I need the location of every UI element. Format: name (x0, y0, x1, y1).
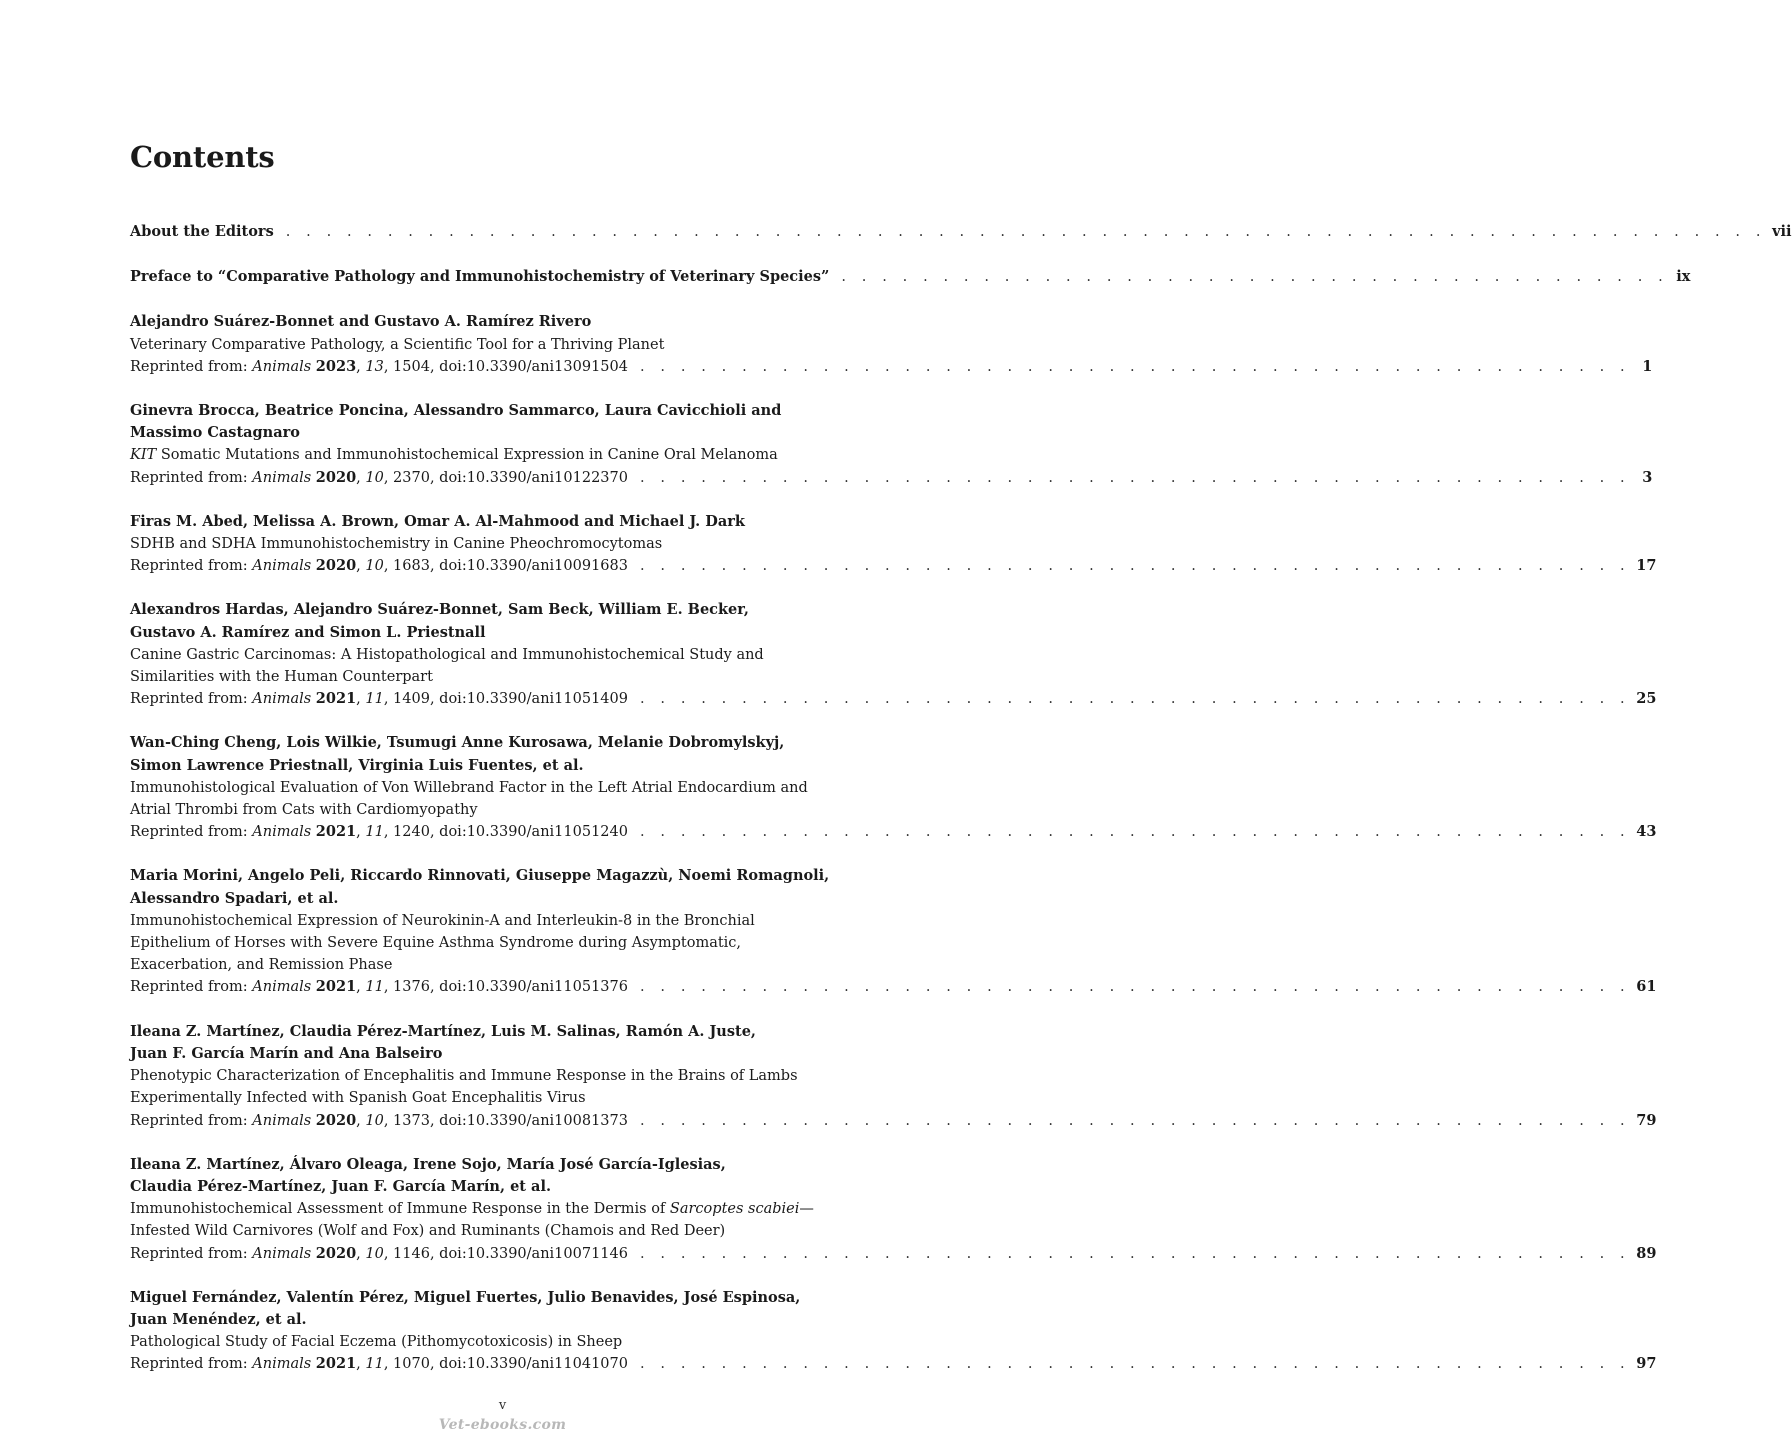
article-authors: Alejandro Suárez-Bonnet and Gustavo A. Ramírez Rivero (130, 313, 592, 331)
reprint-line (130, 976, 1657, 998)
article-authors: Claudia Pérez-Martínez, Juan F. García Marín, et al. (130, 1177, 551, 1195)
reprint-prefix: Reprinted from: (130, 979, 248, 996)
reprint-citation: Reprinted from: Animals 2021, 11, 1070, doi:10.3390/ani11041070 (130, 1355, 628, 1373)
article-title: Pathological Study of Facial Eczema (Pithomycotoxicosis) in Sheep (130, 1334, 623, 1351)
leader-dots: . . . . . . . . . . . . . . . . . . . . . . . . . . . . . . . . . . . . . . . . . . . . . . . . . (639, 1356, 1631, 1373)
toc-entry-page: ix (1676, 268, 1691, 286)
reprint-line (130, 1110, 1657, 1132)
reprint-line (130, 467, 1653, 489)
toc-entry-front-matter[interactable] (130, 221, 1792, 243)
table-of-contents (130, 221, 1792, 1398)
article-title: Infested Wild Carnivores (Wolf and Fox) and Ruminants (Chamois and Red Deer) (130, 1223, 726, 1240)
reprint-doi: , 1683, doi:10.3390/ani10091683 (383, 558, 628, 575)
reprint-prefix: Reprinted from: (130, 1245, 248, 1262)
page-number: v (498, 1398, 507, 1413)
reprint-doi: , 2370, doi:10.3390/ani10122370 (383, 469, 628, 486)
article-title: Similarities with the Human Counterpart (130, 669, 433, 686)
toc-entry-article[interactable] (130, 511, 1657, 578)
contents-page (130, 140, 1792, 1373)
reprint-volume: 11 (365, 1356, 384, 1373)
reprint-volume: 10 (365, 469, 384, 486)
article-title (130, 444, 876, 466)
article-title: SDHB and SDHA Immunohistochemistry in Canine Pheochromocytomas (130, 536, 663, 553)
article-title: Immunohistochemical Expression of Neurokinin-A and Interleukin-8 in the Bronchial (130, 912, 755, 929)
article-authors: Miguel Fernández, Valentín Pérez, Miguel Fuertes, Julio Benavides, José Espinosa, (130, 1288, 801, 1306)
watermark-logo: Vet-ebooks.com (438, 1417, 567, 1433)
toc-entry-page: vii (1772, 223, 1792, 240)
reprint-prefix: Reprinted from: (130, 358, 248, 375)
reprint-line (130, 821, 1657, 843)
article-authors: Simon Lawrence Priestnall, Virginia Luis Fuentes, et al. (130, 756, 584, 774)
reprint-volume: 11 (365, 691, 384, 708)
reprint-line (130, 688, 1657, 710)
reprint-year: 2023 (315, 357, 357, 375)
article-title: Atrial Thrombi from Cats with Cardiomyopathy (130, 802, 478, 819)
reprint-doi: , 1146, doi:10.3390/ani10071146 (383, 1245, 628, 1262)
reprint-volume: 13 (365, 358, 384, 375)
reprint-year: 2020 (315, 1244, 357, 1262)
toc-entry-label: About the Editors (130, 223, 274, 240)
reprint-volume: 10 (365, 1245, 384, 1262)
reprint-line (130, 1243, 1657, 1265)
article-title-gene: KIT (130, 447, 157, 464)
reprint-volume: 10 (365, 558, 384, 575)
reprint-prefix: Reprinted from: (130, 691, 248, 708)
reprint-volume: 10 (365, 1112, 384, 1129)
reprint-doi: , 1070, doi:10.3390/ani11041070 (383, 1356, 628, 1373)
reprint-doi: , 1504, doi:10.3390/ani13091504 (383, 358, 628, 375)
reprint-journal: Animals (252, 979, 312, 996)
toc-entry-article[interactable] (130, 732, 1657, 843)
article-title: Experimentally Infected with Spanish Goat Encephalitis Virus (130, 1090, 586, 1107)
reprint-prefix: Reprinted from: (130, 558, 248, 575)
article-authors: Massimo Castagnaro (130, 424, 300, 442)
reprint-doi: , 1240, doi:10.3390/ani11051240 (383, 824, 628, 841)
toc-entry-page: 79 (1636, 1111, 1657, 1129)
reprint-doi: , 1373, doi:10.3390/ani10081373 (383, 1112, 628, 1129)
reprint-line (130, 1353, 1657, 1375)
toc-entry-page: 43 (1636, 823, 1657, 841)
reprint-journal: Animals (252, 358, 312, 375)
reprint-journal: Animals (252, 469, 312, 486)
reprint-citation: Reprinted from: Animals 2023, 13, 1504, doi:10.3390/ani13091504 (130, 357, 628, 375)
reprint-citation: Reprinted from: Animals 2021, 11, 1409, doi:10.3390/ani11051409 (130, 690, 628, 708)
reprint-prefix: Reprinted from: (130, 824, 248, 841)
toc-entry-label: Preface to “Comparative Pathology and Immunohistochemistry of Veterinary Species” (130, 268, 830, 286)
reprint-prefix: Reprinted from: (130, 1112, 248, 1129)
article-title: Phenotypic Characterization of Encephalitis and Immune Response in the Brains of Lambs (130, 1068, 798, 1085)
toc-entry-article[interactable] (130, 1154, 1657, 1265)
reprint-journal: Animals (252, 1356, 312, 1373)
article-authors: Ileana Z. Martínez, Álvaro Oleaga, Irene Sojo, María José García-Iglesias, (130, 1155, 726, 1173)
toc-entry-page: 25 (1636, 690, 1657, 708)
reprint-year: 2021 (315, 823, 357, 841)
reprint-year: 2020 (315, 557, 357, 575)
article-authors: Alessandro Spadari, et al. (130, 889, 339, 907)
article-title: Immunohistological Evaluation of Von Willebrand Factor in the Left Atrial Endocardium and (130, 779, 808, 796)
reprint-year: 2020 (315, 1111, 357, 1129)
leader-dots: . . . . . . . . . . . . . . . . . . . . . . . . . . . . . . . . . . . . . . . . . . . . . . . . . (639, 1112, 1631, 1129)
reprint-citation: Reprinted from: Animals 2020, 10, 1146, doi:10.3390/ani10071146 (130, 1244, 628, 1262)
reprint-citation: Reprinted from: Animals 2020, 10, 1683, doi:10.3390/ani10091683 (130, 557, 628, 575)
toc-entry-page: 89 (1636, 1244, 1657, 1262)
toc-entry-page: 61 (1636, 978, 1657, 996)
page-title: Contents (130, 140, 275, 174)
reprint-journal: Animals (252, 824, 312, 841)
article-authors: Alexandros Hardas, Alejandro Suárez-Bonnet, Sam Beck, William E. Becker, (130, 601, 749, 619)
reprint-journal: Animals (252, 1112, 312, 1129)
article-title (130, 1198, 876, 1220)
leader-dots: . . . . . . . . . . . . . . . . . . . . . . . . . . . . . . . . . . . . . . . . . . . . . . . . . (639, 1245, 1631, 1262)
reprint-journal: Animals (252, 558, 312, 575)
leader-dots: . . . . . . . . . . . . . . . . . . . . . . . . . . . . . . . . . . . . . . . . . (841, 269, 1669, 286)
article-authors: Ileana Z. Martínez, Claudia Pérez-Martínez, Luis M. Salinas, Ramón A. Juste, (130, 1022, 756, 1040)
article-title-text: Somatic Mutations and Immunohistochemical Expression in Canine Oral Melanoma (160, 447, 778, 464)
toc-entry-article[interactable] (130, 865, 1657, 998)
article-authors: Wan-Ching Cheng, Lois Wilkie, Tsumugi Anne Kurosawa, Melanie Dobromylskyj, (130, 734, 785, 752)
reprint-line (130, 356, 1653, 378)
toc-entry-article[interactable] (130, 400, 1653, 489)
article-title-text: Immunohistochemical Assessment of Immune Response in the Dermis of (130, 1201, 670, 1218)
article-authors: Juan Menéndez, et al. (130, 1310, 307, 1328)
toc-entry-article[interactable] (130, 599, 1657, 710)
reprint-volume: 11 (365, 979, 384, 996)
reprint-prefix: Reprinted from: (130, 469, 248, 486)
article-title: Canine Gastric Carcinomas: A Histopathological and Immunohistochemical Study and (130, 646, 764, 663)
article-title: Veterinary Comparative Pathology, a Scientific Tool for a Thriving Planet (130, 336, 665, 353)
leader-dots: . . . . . . . . . . . . . . . . . . . . . . . . . . . . . . . . . . . . . . . . . . . . . . . . . (639, 824, 1631, 841)
reprint-citation: Reprinted from: Animals 2021, 11, 1376, doi:10.3390/ani11051376 (130, 978, 628, 996)
leader-dots: . . . . . . . . . . . . . . . . . . . . . . . . . . . . . . . . . . . . . . . . . . . . . . . . . (639, 469, 1631, 486)
reprint-doi: , 1409, doi:10.3390/ani11051409 (383, 691, 628, 708)
reprint-year: 2020 (315, 468, 357, 486)
article-title: Exacerbation, and Remission Phase (130, 957, 393, 974)
reprint-line (130, 555, 1657, 577)
article-list (130, 311, 1657, 1375)
leader-dots: . . . . . . . . . . . . . . . . . . . . . . . . . . . . . . . . . . . . . . . . . . . . . . . . . (639, 979, 1631, 996)
reprint-citation: Reprinted from: Animals 2021, 11, 1240, doi:10.3390/ani11051240 (130, 823, 628, 841)
leader-dots: . . . . . . . . . . . . . . . . . . . . . . . . . . . . . . . . . . . . . . . . . . . . . . . . . (639, 358, 1631, 375)
article-authors: Gustavo A. Ramírez and Simon L. Priestnall (130, 623, 486, 641)
reprint-journal: Animals (252, 691, 312, 708)
toc-entry-article[interactable] (130, 1021, 1657, 1132)
leader-dots: . . . . . . . . . . . . . . . . . . . . . . . . . . . . . . . . . . . . . . . . . . . . . . . . . (639, 691, 1631, 708)
article-authors: Firas M. Abed, Melissa A. Brown, Omar A. Al-Mahmood and Michael J. Dark (130, 512, 745, 530)
toc-entry-front-matter[interactable] (130, 266, 1691, 288)
article-authors: Ginevra Brocca, Beatrice Poncina, Alessandro Sammarco, Laura Cavicchioli and (130, 402, 782, 420)
toc-entry-page: 97 (1636, 1355, 1657, 1373)
reprint-volume: 11 (365, 824, 384, 841)
article-title: Epithelium of Horses with Severe Equine Asthma Syndrome during Asymptomatic, (130, 935, 742, 952)
article-authors: Juan F. García Marín and Ana Balseiro (130, 1044, 443, 1062)
leader-dots: . . . . . . . . . . . . . . . . . . . . . . . . . . . . . . . . . . . . . . . . . . . . . . . . . (639, 558, 1631, 575)
reprint-doi: , 1376, doi:10.3390/ani11051376 (383, 979, 628, 996)
toc-entry-article[interactable] (130, 311, 1653, 378)
toc-entry-page: 3 (1642, 468, 1653, 486)
leader-dots: . . . . . . . . . . . . . . . . . . . . . . . . . . . . . . . . . . . . . . . . . . . . . . . . . . . . . . . . . . . . . . . . . . . . . . . . . (285, 224, 1767, 240)
reprint-citation: Reprinted from: Animals 2020, 10, 2370, doi:10.3390/ani10122370 (130, 468, 628, 486)
toc-entry-article[interactable] (130, 1287, 1657, 1376)
reprint-year: 2021 (315, 978, 357, 996)
toc-entry-page: 1 (1642, 357, 1653, 375)
reprint-prefix: Reprinted from: (130, 1356, 248, 1373)
toc-entry-page: 17 (1636, 557, 1657, 575)
reprint-journal: Animals (252, 1245, 312, 1262)
article-title-dash: — (799, 1201, 814, 1218)
article-title-species: Sarcoptes scabiei (669, 1201, 800, 1218)
reprint-year: 2021 (315, 1355, 357, 1373)
reprint-citation: Reprinted from: Animals 2020, 10, 1373, doi:10.3390/ani10081373 (130, 1111, 628, 1129)
reprint-year: 2021 (315, 690, 357, 708)
article-authors: Maria Morini, Angelo Peli, Riccardo Rinnovati, Giuseppe Magazzù, Noemi Romagnoli, (130, 867, 830, 885)
